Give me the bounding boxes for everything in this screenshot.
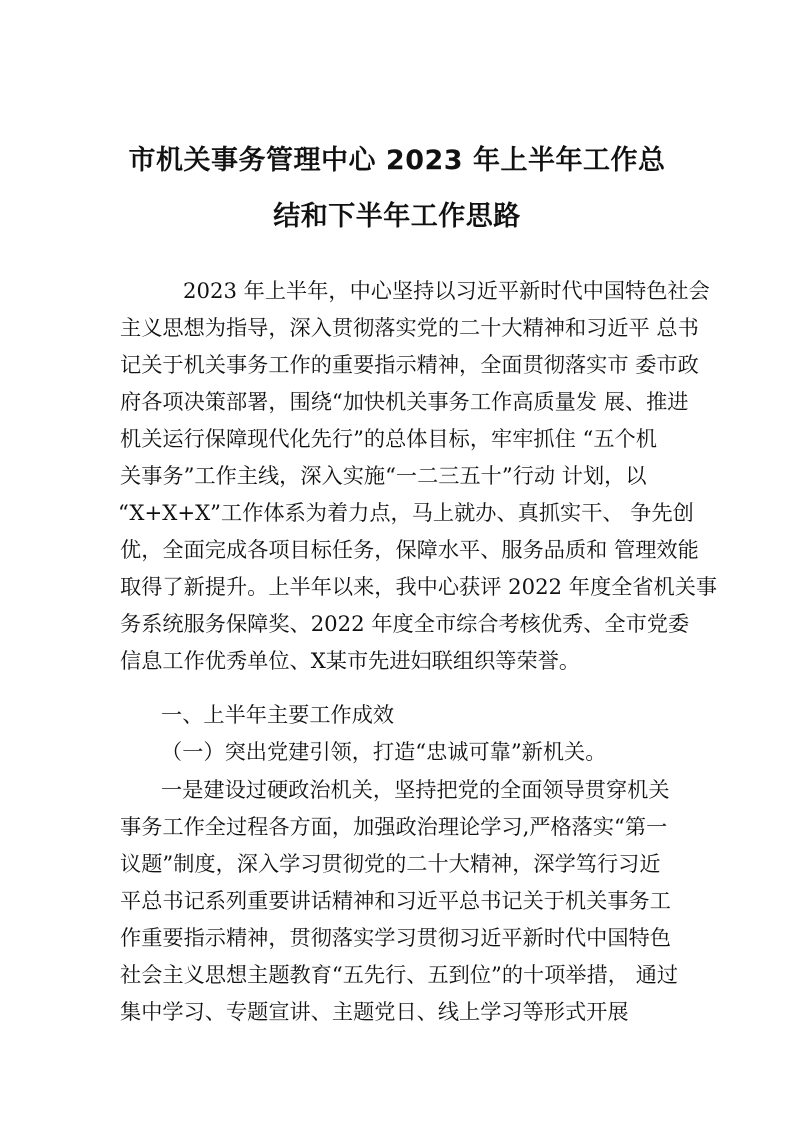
body-line-6: 关事务”工作主线，深入实施“一二三五十”行动 计划，以 — [120, 463, 647, 488]
body-line-15: 事务工作全过程各方面，加强政治理论学习,严格落实“第一 — [120, 814, 668, 839]
body-line-5: 机关运行保障现代化先行”的总体目标，牢牢抓住 “五个机 — [120, 426, 657, 451]
body-line-20: 集中学习、专题宣讲、主题党日、线上学习等形式开展 — [120, 999, 629, 1024]
body-line-4: 府各项决策部署，围绕“加快机关事务工作高质量发 展、推进 — [120, 389, 689, 414]
body-line-10: 务系统服务保障奖、2022 年度全市综合考核优秀、全市党委 — [120, 611, 690, 636]
body-line-1: 2023 年上半年，中心坚持以习近平新时代中国特色社会 — [183, 278, 710, 303]
body-line-11: 信息工作优秀单位、X某市先进妇联组织等荣誉。 — [120, 648, 581, 673]
section-heading-1: 一、上半年主要工作成效 — [161, 702, 395, 727]
body-line-16: 议题”制度，深入学习贯彻党的二十大精神，深学笃行习近 — [120, 851, 661, 876]
body-line-17: 平总书记系列重要讲话精神和习近平总书记关于机关事务工 — [120, 888, 671, 913]
body-line-18: 作重要指示精神，贯彻落实学习贯彻习近平新时代中国特色 — [120, 925, 671, 950]
body-line-19: 社会主义思想主题教育“五先行、五到位”的十项举措， 通过 — [120, 962, 679, 987]
body-line-3: 记关于机关事务工作的重要指示精神，全面贯彻落实市 委市政 — [120, 352, 699, 377]
body-line-14: 一是建设过硬政治机关，坚持把党的全面领导贯穿机关 — [161, 777, 670, 802]
document-title-line-2: 结和下半年工作思路 — [273, 201, 521, 232]
body-line-9: 取得了新提升。上半年以来，我中心获评 2022 年度全省机关事 — [120, 574, 718, 599]
body-line-7: “X+X+X”工作体系为着力点，马上就办、真抓实干、 争先创 — [118, 500, 694, 525]
subsection-heading-1: （一）突出党建引领，打造“忠诚可靠”新机关。 — [161, 739, 607, 764]
document-title-line-1: 市机关事务管理中心 2023 年上半年工作总 — [128, 145, 666, 176]
body-line-2: 主义思想为指导，深入贯彻落实党的二十大精神和习近平 总书 — [120, 315, 699, 340]
body-line-8: 优，全面完成各项目标任务，保障水平、服务品质和 管理效能 — [120, 537, 699, 562]
